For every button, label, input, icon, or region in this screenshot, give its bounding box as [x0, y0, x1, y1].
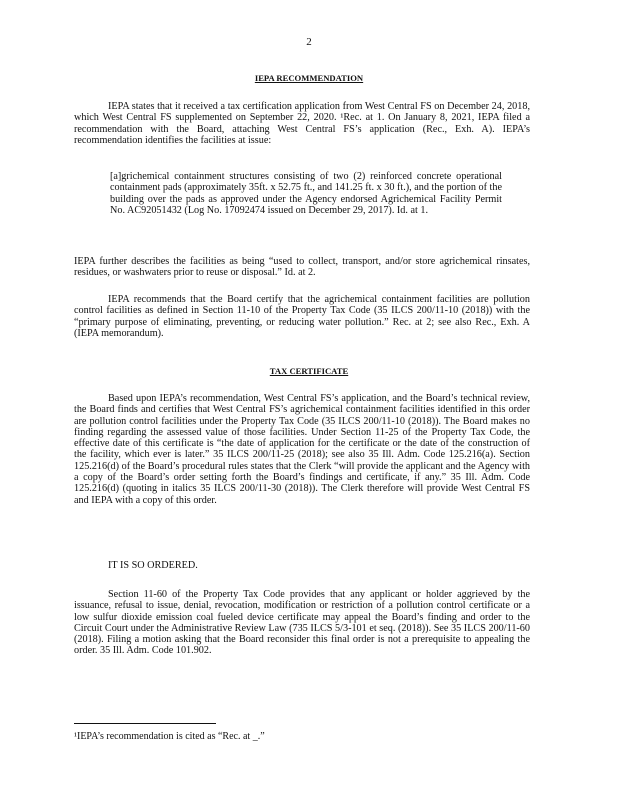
- footnote-divider: [74, 723, 216, 724]
- paragraph-recommendation-certify: IEPA recommends that the Board certify that the agrichemical containment facilities are pollution control facilities as defined in Section 11-10 of the Property Tax Code (35 ILCS 200/11-10 (2018)) with the “primary purpose of eliminating, preventing, or reducing water pollution.” Rec. at 2; see also Rec., Exh. A (IEPA memorandum).: [74, 294, 530, 339]
- paragraph-recommendation-intro: IEPA states that it received a tax certification application from West Central FS on December 24, 2018, which West Central FS supplemented on September 22, 2020. ¹Rec. at 1. On January 8, 2021, IEPA filed a recommendation with the Board, attaching West Central FS’s application (Rec., Exh. A). IEPA’s recommendation identifies the facilities at issue:: [74, 101, 530, 146]
- section-heading-tax-certificate: [0, 366, 618, 376]
- heading-text: IEPA RECOMMENDATION: [254, 73, 364, 83]
- footnote-1: ¹IEPA’s recommendation is cited as “Rec. at _.”: [74, 731, 265, 742]
- section-heading-iepa-recommendation: [0, 73, 618, 83]
- heading-text: TAX CERTIFICATE: [269, 366, 349, 376]
- page-number: 2: [306, 36, 312, 48]
- block-quote-facilities: [a]grichemical containment structures consisting of two (2) reinforced concrete operational containment pads (approximately 35ft. x 52.75 ft., and 141.25 ft. x 30 ft.), and the portion of the building over the pads as approved under the Agency endorsed Agrichemical Facility Permit No. AC92051432 (Log No. 17092474 issued on December 29, 2017). Id. at 1.: [110, 171, 502, 216]
- so-ordered: IT IS SO ORDERED.: [108, 560, 198, 571]
- paragraph-facility-description: IEPA further describes the facilities as being “used to collect, transport, and/or store agrichemical rinsates, residues, or washwaters prior to reuse or disposal.” Id. at 2.: [74, 256, 530, 279]
- paragraph-certificate-findings: Based upon IEPA’s recommendation, West Central FS’s application, and the Board’s technical review, the Board finds and certifies that West Central FS’s agrichemical containment facilities identified in this order are pollution control facilities under the Property Tax Code (35 ILCS 200/11-10 (2018)). The Board makes no finding regarding the assessed value of those facilities. Under Section 11-25 of the Property Tax Code, the effective date of this certificate is “the date of application for the certificate or the date of the construction of the facility, which ever is later.” 35 ILCS 200/11-25 (2018); see also 35 Ill. Adm. Code 125.216(a). Section 125.216(d) of the Board’s procedural rules states that the Clerk “will provide the applicant and the Agency with a copy of the Board’s order setting forth the Board’s findings and certificate, if any.” 35 Ill. Adm. Code 125.216(d) (quoting in italics 35 ILCS 200/11-30 (2018)). The Clerk therefore will provide West Central FS and IEPA with a copy of this order.: [74, 393, 530, 506]
- paragraph-appeal-rights: Section 11-60 of the Property Tax Code provides that any applicant or holder aggrieved by the issuance, refusal to issue, denial, revocation, modification or restriction of a pollution control certificate or a low sulfur dioxide emission coal fueled device certificate may appeal the Board’s finding and order to the Circuit Court under the Administrative Review Law (735 ILCS 5/3-101 et seq. (2018)). See 35 ILCS 200/11-60 (2018). Filing a motion asking that the Board reconsider this final order is not a prerequisite to appealing the order. 35 Ill. Adm. Code 101.902.: [74, 589, 530, 657]
